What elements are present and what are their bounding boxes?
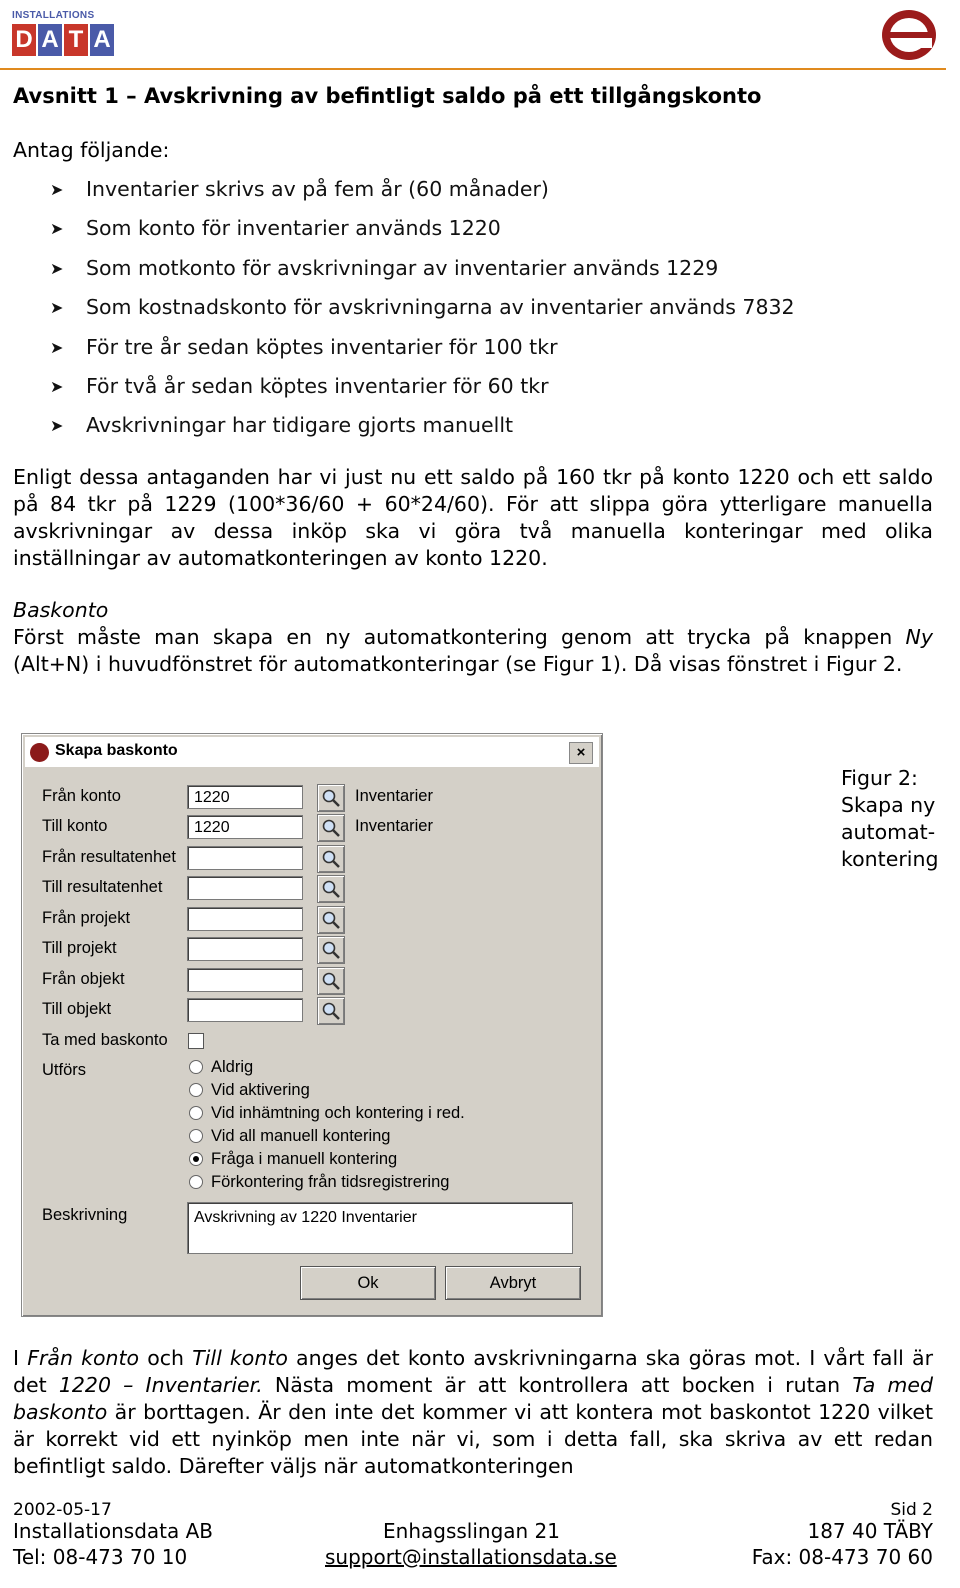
logo-letter: T [64, 24, 88, 56]
fran-objekt-input[interactable] [187, 968, 303, 992]
footer-page-number: Sid 2 [890, 1500, 933, 1520]
till-konto-name: Inventarier [355, 817, 433, 835]
till-objekt-input[interactable] [187, 998, 303, 1022]
paragraph-create: Först måste man skapa en ny automatkontering genom att trycka på knappen Ny (Alt+N) i huvudfönstret för automatkonteringar (se Figur 1). Då visas fönstret i Figur 2. [13, 625, 933, 676]
lookup-button[interactable] [317, 814, 345, 842]
lookup-button[interactable] [317, 997, 345, 1025]
fran-projekt-input[interactable] [187, 907, 303, 931]
arrow-bullet-icon: ➤ [50, 376, 64, 396]
radio-label: Vid aktivering [211, 1081, 310, 1099]
radio-vid-inhamtning[interactable] [189, 1106, 203, 1120]
list-item: ➤ För tre år sedan köptes inventarier för 100 tkr [50, 334, 558, 359]
close-button[interactable]: × [569, 742, 593, 764]
radio-aldrig[interactable] [189, 1060, 203, 1074]
radio-label: Vid all manuell kontering [211, 1127, 391, 1145]
search-icon [321, 910, 341, 930]
logo-letter: D [12, 24, 36, 56]
list-item: ➤ Avskrivningar har tidigare gjorts manuellt [50, 413, 514, 438]
installationsdata-logo [12, 10, 116, 60]
search-icon [321, 1001, 341, 1021]
search-icon [321, 849, 341, 869]
fran-konto-name: Inventarier [355, 787, 433, 805]
section-heading: Avsnitt 1 – Avskrivning av befintligt saldo på ett tillgångskonto [13, 84, 762, 108]
search-icon [321, 940, 341, 960]
arrow-bullet-icon: ➤ [50, 337, 64, 357]
list-item: ➤ Inventarier skrivs av på fem år (60 månader) [50, 177, 549, 201]
avbryt-button[interactable]: Avbryt [445, 1266, 581, 1300]
label-fran-konto: Från konto [42, 787, 121, 805]
label-till-resultatenhet: Till resultatenhet [42, 878, 163, 896]
footer-fax: Fax: 08-473 70 60 [751, 1545, 933, 1569]
lookup-button[interactable] [317, 936, 345, 964]
footer-date: 2002-05-17 [13, 1500, 112, 1520]
intro-text: Antag följande: [13, 138, 170, 162]
figure-caption: Figur 2: Skapa ny automat- kontering [841, 766, 939, 871]
arrow-bullet-icon: ➤ [50, 219, 64, 239]
footer-email-link[interactable]: support@installationsdata.se [325, 1545, 617, 1569]
logo-letter: A [38, 24, 62, 56]
label-till-objekt: Till objekt [42, 1000, 112, 1018]
arrow-bullet-icon: ➤ [50, 180, 64, 199]
list-item: ➤ Som motkonto för avskrivningar av inventarier används 1229 [50, 255, 719, 280]
e-logo-icon [880, 8, 938, 62]
search-icon [321, 971, 341, 991]
search-icon [321, 879, 341, 899]
radio-forkontering[interactable] [189, 1175, 203, 1189]
logo-letters [12, 24, 114, 56]
dialog-titlebar [25, 737, 599, 767]
label-beskrivning: Beskrivning [42, 1206, 128, 1224]
lookup-button[interactable] [317, 906, 345, 934]
list-item: ➤ Som kostnadskonto för avskrivningarna av inventarier används 7832 [50, 295, 795, 320]
ok-button[interactable]: Ok [300, 1266, 436, 1300]
footer-street: Enhagsslingan 21 [383, 1519, 561, 1543]
radio-fraga-manuell[interactable] [189, 1152, 203, 1166]
beskrivning-textarea[interactable]: Avskrivning av 1220 Inventarier [187, 1202, 573, 1254]
list-item: ➤ Som konto för inventarier används 1220 [50, 216, 501, 241]
assumption-list [50, 176, 795, 452]
fran-konto-input[interactable]: 1220 [187, 785, 303, 809]
search-icon [321, 818, 341, 838]
label-utfors: Utförs [42, 1061, 87, 1079]
footer-city: 187 40 TÄBY [807, 1519, 933, 1543]
till-resultatenhet-input[interactable] [187, 876, 303, 900]
arrow-bullet-icon: ➤ [50, 258, 64, 278]
footer-company: Installationsdata AB [13, 1519, 213, 1543]
label-fran-objekt: Från objekt [42, 970, 125, 988]
label-fran-projekt: Från projekt [42, 909, 131, 927]
subheading-baskonto: Baskonto [13, 598, 109, 622]
lookup-button[interactable] [317, 875, 345, 903]
skapa-baskonto-dialog [21, 733, 603, 1317]
till-konto-input[interactable]: 1220 [187, 815, 303, 839]
footer-tel: Tel: 08-473 70 10 [13, 1545, 188, 1569]
radio-label: Förkontering från tidsregistrering [211, 1173, 450, 1191]
search-icon [321, 788, 341, 808]
paragraph-konto: I Från konto och Till konto anges det konto avskrivningarna ska göras mot. I vårt fall är det 1220 – Inventarier. Nästa moment är att kontrollera att bocken i rutan Ta med baskonto är borttagen. Är den inte det kommer vi att kontera mot baskontot 1220 vilket är korrekt vid ett nyinköp men inte när vi, som i detta fall, ska skriva av ett redan befintligt saldo. Därefter väljs när automatkonteringen [13, 1346, 934, 1478]
radio-vid-all-manuell[interactable] [189, 1129, 203, 1143]
label-ta-med-baskonto: Ta med baskonto [42, 1031, 168, 1049]
radio-vid-aktivering[interactable] [189, 1083, 203, 1097]
arrow-bullet-icon: ➤ [50, 416, 64, 436]
till-projekt-input[interactable] [187, 937, 303, 961]
header-divider [0, 68, 946, 70]
lookup-button[interactable] [317, 784, 345, 812]
dialog-title: Skapa baskonto [55, 742, 178, 759]
label-till-projekt: Till projekt [42, 939, 117, 957]
label-till-konto: Till konto [42, 817, 108, 835]
lookup-button[interactable] [317, 967, 345, 995]
paragraph-saldo: Enligt dessa antaganden har vi just nu ett saldo på 160 tkr på konto 1220 och ett saldo på 84 tkr på 1229 (100*36/60 + 60*24/60). För att slippa göra ytterligare manuella avskrivningar av dessa inköp ska vi göra två manuella konteringar med olika inställningar av automatkonteringen av konto 1220. [13, 465, 933, 570]
ta-med-baskonto-checkbox[interactable] [188, 1033, 204, 1049]
radio-label: Vid inhämtning och kontering i red. [211, 1104, 465, 1122]
logo-brand-text: INSTALLATIONS [12, 10, 95, 21]
label-fran-resultatenhet: Från resultatenhet [42, 848, 176, 866]
arrow-bullet-icon: ➤ [50, 298, 64, 318]
lookup-button[interactable] [317, 845, 345, 873]
logo-letter: A [90, 24, 114, 56]
radio-label: Aldrig [211, 1058, 254, 1076]
radio-label: Fråga i manuell kontering [211, 1150, 398, 1168]
app-icon [30, 743, 49, 762]
list-item: ➤ För två år sedan köptes inventarier för 60 tkr [50, 373, 549, 398]
fran-resultatenhet-input[interactable] [187, 846, 303, 870]
